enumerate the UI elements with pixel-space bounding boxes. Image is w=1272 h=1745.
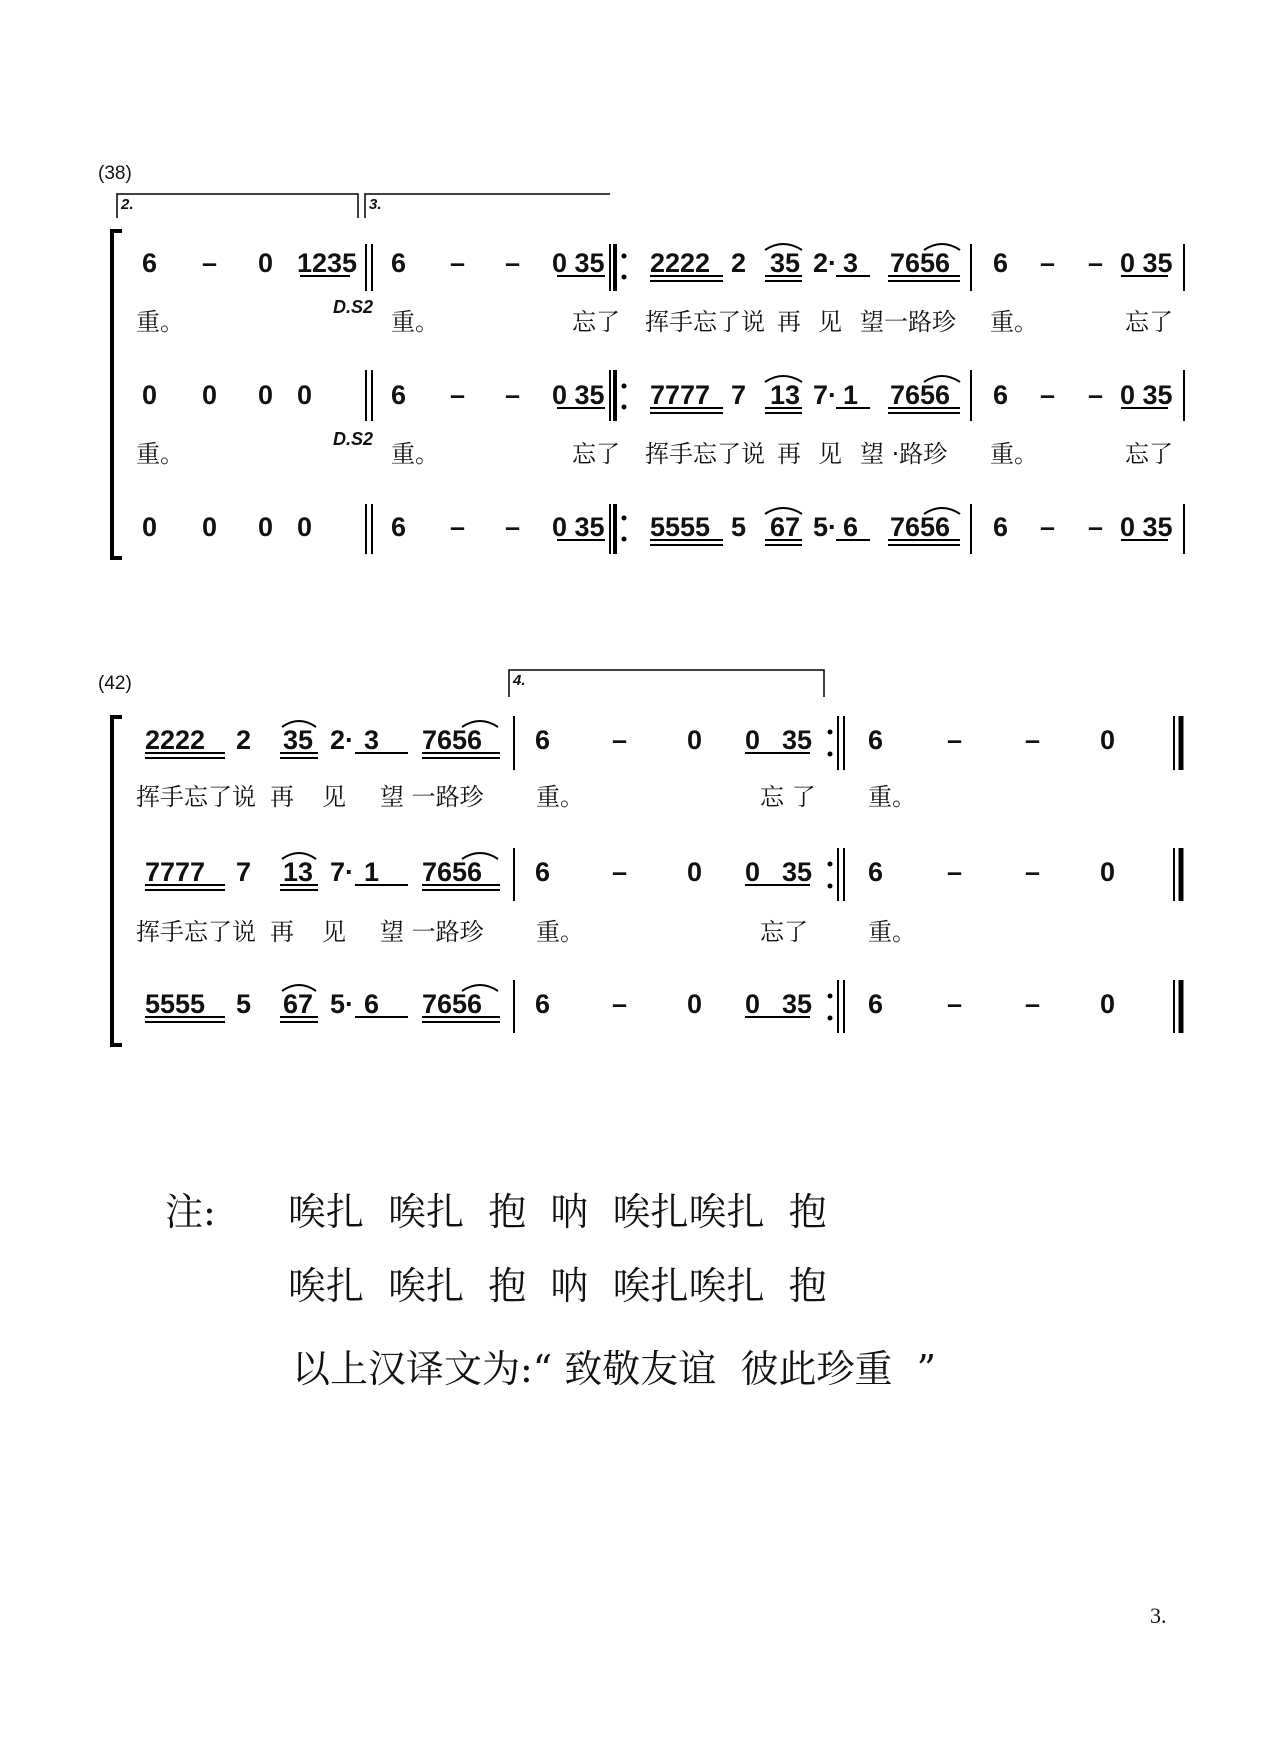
note-cell: 7·	[330, 857, 355, 887]
note-cell: –	[505, 512, 521, 542]
lyric: 重。	[136, 440, 184, 468]
note-cell: –	[612, 857, 628, 887]
note-cell: 13	[283, 857, 314, 887]
system-brace	[112, 231, 122, 558]
note-cell: 6	[535, 857, 551, 887]
note-cell: 0	[202, 512, 218, 542]
note-cell: 7·	[813, 380, 838, 410]
note-cell: 6	[364, 989, 380, 1019]
lyric: 挥手忘了说	[645, 440, 765, 468]
note-cell: 5	[731, 512, 747, 542]
note-label: 注:	[165, 1190, 216, 1234]
note-cell: –	[947, 725, 963, 755]
lyric: 重。	[990, 440, 1038, 468]
note-cell: 3	[843, 248, 859, 278]
note-cell: 5	[236, 989, 252, 1019]
note-cell: –	[1040, 248, 1056, 278]
note-cell: –	[1088, 512, 1104, 542]
note-cell: 6	[391, 380, 407, 410]
lyric: 再	[777, 308, 801, 336]
note-cell: 0 35	[1120, 512, 1173, 542]
lyric: 重。	[868, 783, 916, 811]
note-cell: 6	[868, 857, 884, 887]
lyric: 忘了	[1125, 308, 1173, 336]
page-number: 3.	[1150, 1603, 1167, 1628]
ds-mark: D.S2	[333, 297, 374, 317]
note-cell: 7656	[422, 725, 483, 755]
note-cell: 7	[236, 857, 252, 887]
note-cell: 0 35	[552, 512, 605, 542]
note-cell: –	[1088, 248, 1104, 278]
note-cell: 5555	[650, 512, 711, 542]
note-cell: 0 35	[552, 380, 605, 410]
lyric: 望 一路珍	[380, 918, 484, 946]
note-cell: –	[505, 248, 521, 278]
note-cell: –	[1025, 857, 1041, 887]
note-cell: 2·	[813, 248, 838, 278]
note-line: 唉扎 唉扎 抱 呐 唉扎唉扎 抱	[288, 1190, 827, 1234]
note-cell: –	[1040, 512, 1056, 542]
lyric: 挥手忘了说	[136, 783, 256, 811]
note-cell: 7656	[890, 248, 951, 278]
lyric: 再	[270, 783, 294, 811]
note-cell: 35	[782, 989, 813, 1019]
lyric: 重。	[136, 308, 184, 336]
note-cell: 7777	[145, 857, 206, 887]
lyric: 见	[322, 918, 346, 946]
volta-label-2: 2.	[121, 196, 134, 213]
note-cell: 0	[687, 989, 703, 1019]
note-cell: –	[1025, 989, 1041, 1019]
note-cell: 35	[283, 725, 314, 755]
note-cell: 0	[745, 989, 761, 1019]
lyric: 忘 了	[760, 783, 816, 811]
note-cell: 0	[745, 857, 761, 887]
system-brace	[112, 717, 122, 1045]
note-cell: 0	[1100, 989, 1116, 1019]
note-cell: 0	[258, 512, 274, 542]
note-cell: –	[450, 380, 466, 410]
ds-mark: D.S2	[333, 429, 374, 449]
lyric: 重。	[536, 783, 584, 811]
note-cell: 6	[535, 725, 551, 755]
measure-number: (42)	[98, 673, 132, 694]
note-cell: 1	[364, 857, 380, 887]
lyric: 见	[818, 440, 842, 468]
note-cell: 7656	[422, 989, 483, 1019]
note-cell: 6	[993, 512, 1009, 542]
note-cell: 0	[142, 380, 158, 410]
note-cell: 0 35	[552, 248, 605, 278]
note-cell: 5555	[145, 989, 206, 1019]
note-translation: 以上汉译文为:“ 致敬友谊 彼此珍重 ”	[292, 1347, 937, 1391]
note-cell: 2222	[145, 725, 206, 755]
note-cell: 6	[142, 248, 158, 278]
lyric: 见	[322, 783, 346, 811]
lyric: 重。	[990, 308, 1038, 336]
note-cell: 6	[993, 380, 1009, 410]
lyric: 忘了	[1125, 440, 1173, 468]
note-cell: 0	[1100, 857, 1116, 887]
note-cell: 0	[258, 380, 274, 410]
lyric: 忘了	[572, 308, 620, 336]
note-cell: 7	[731, 380, 747, 410]
note-cell: 6	[868, 725, 884, 755]
note-cell: 5·	[813, 512, 838, 542]
lyric: 见	[818, 308, 842, 336]
note-cell: 67	[283, 989, 314, 1019]
note-cell: 1235	[297, 248, 358, 278]
note-cell: –	[1025, 725, 1041, 755]
volta-label-4: 4.	[513, 672, 526, 689]
note-cell: 0	[745, 725, 761, 755]
note-cell: –	[450, 248, 466, 278]
note-cell: 6	[843, 512, 859, 542]
lyric: 重。	[536, 918, 584, 946]
note-cell: 13	[770, 380, 801, 410]
note-cell: –	[947, 989, 963, 1019]
note-cell: 7777	[650, 380, 711, 410]
note-cell: 2	[731, 248, 747, 278]
note-cell: –	[202, 248, 218, 278]
note-cell: 0 35	[1120, 248, 1173, 278]
volta-bracket	[117, 194, 358, 218]
measure-number: (38)	[98, 163, 132, 184]
note-cell: 0	[258, 248, 274, 278]
note-cell: 0	[687, 857, 703, 887]
volta-bracket	[509, 670, 824, 697]
lyric: 望一路珍	[860, 308, 956, 336]
note-cell: 6	[391, 512, 407, 542]
note-cell: 35	[782, 725, 813, 755]
note-cell: –	[450, 512, 466, 542]
note-cell: –	[612, 989, 628, 1019]
note-line: 唉扎 唉扎 抱 呐 唉扎唉扎 抱	[288, 1264, 827, 1308]
note-cell: 2·	[330, 725, 355, 755]
note-cell: –	[1088, 380, 1104, 410]
note-cell: –	[947, 857, 963, 887]
note-cell: 0	[1100, 725, 1116, 755]
lyric: 再	[777, 440, 801, 468]
note-cell: –	[612, 725, 628, 755]
volta-label-3: 3.	[369, 196, 382, 213]
lyric: 挥手忘了说	[136, 918, 256, 946]
lyric: 重。	[391, 440, 439, 468]
note-cell: 0	[297, 512, 313, 542]
note-cell: 35	[770, 248, 801, 278]
note-cell: 0	[142, 512, 158, 542]
volta-bracket	[365, 194, 610, 218]
note-cell: 7656	[890, 380, 951, 410]
note-cell: 67	[770, 512, 801, 542]
lyric: 重。	[391, 308, 439, 336]
note-cell: 0	[297, 380, 313, 410]
note-cell: 0 35	[1120, 380, 1173, 410]
note-cell: 2	[236, 725, 252, 755]
lyric: 望 ·路珍	[860, 440, 948, 468]
note-cell: 6	[535, 989, 551, 1019]
lyric: 望 一路珍	[380, 783, 484, 811]
note-cell: 0	[687, 725, 703, 755]
note-cell: 6	[993, 248, 1009, 278]
note-cell: 6	[868, 989, 884, 1019]
lyric: 忘了	[760, 918, 808, 946]
note-cell: 2222	[650, 248, 711, 278]
note-cell: 0	[202, 380, 218, 410]
lyric: 重。	[868, 918, 916, 946]
note-cell: –	[505, 380, 521, 410]
note-cell: 6	[391, 248, 407, 278]
lyric: 再	[270, 918, 294, 946]
note-cell: 7656	[890, 512, 951, 542]
note-cell: 35	[782, 857, 813, 887]
note-cell: 3	[364, 725, 380, 755]
note-cell: 1	[843, 380, 859, 410]
note-cell: –	[1040, 380, 1056, 410]
note-cell: 5·	[330, 989, 355, 1019]
lyric: 忘了	[572, 440, 620, 468]
lyric: 挥手忘了说	[645, 308, 765, 336]
note-cell: 7656	[422, 857, 483, 887]
